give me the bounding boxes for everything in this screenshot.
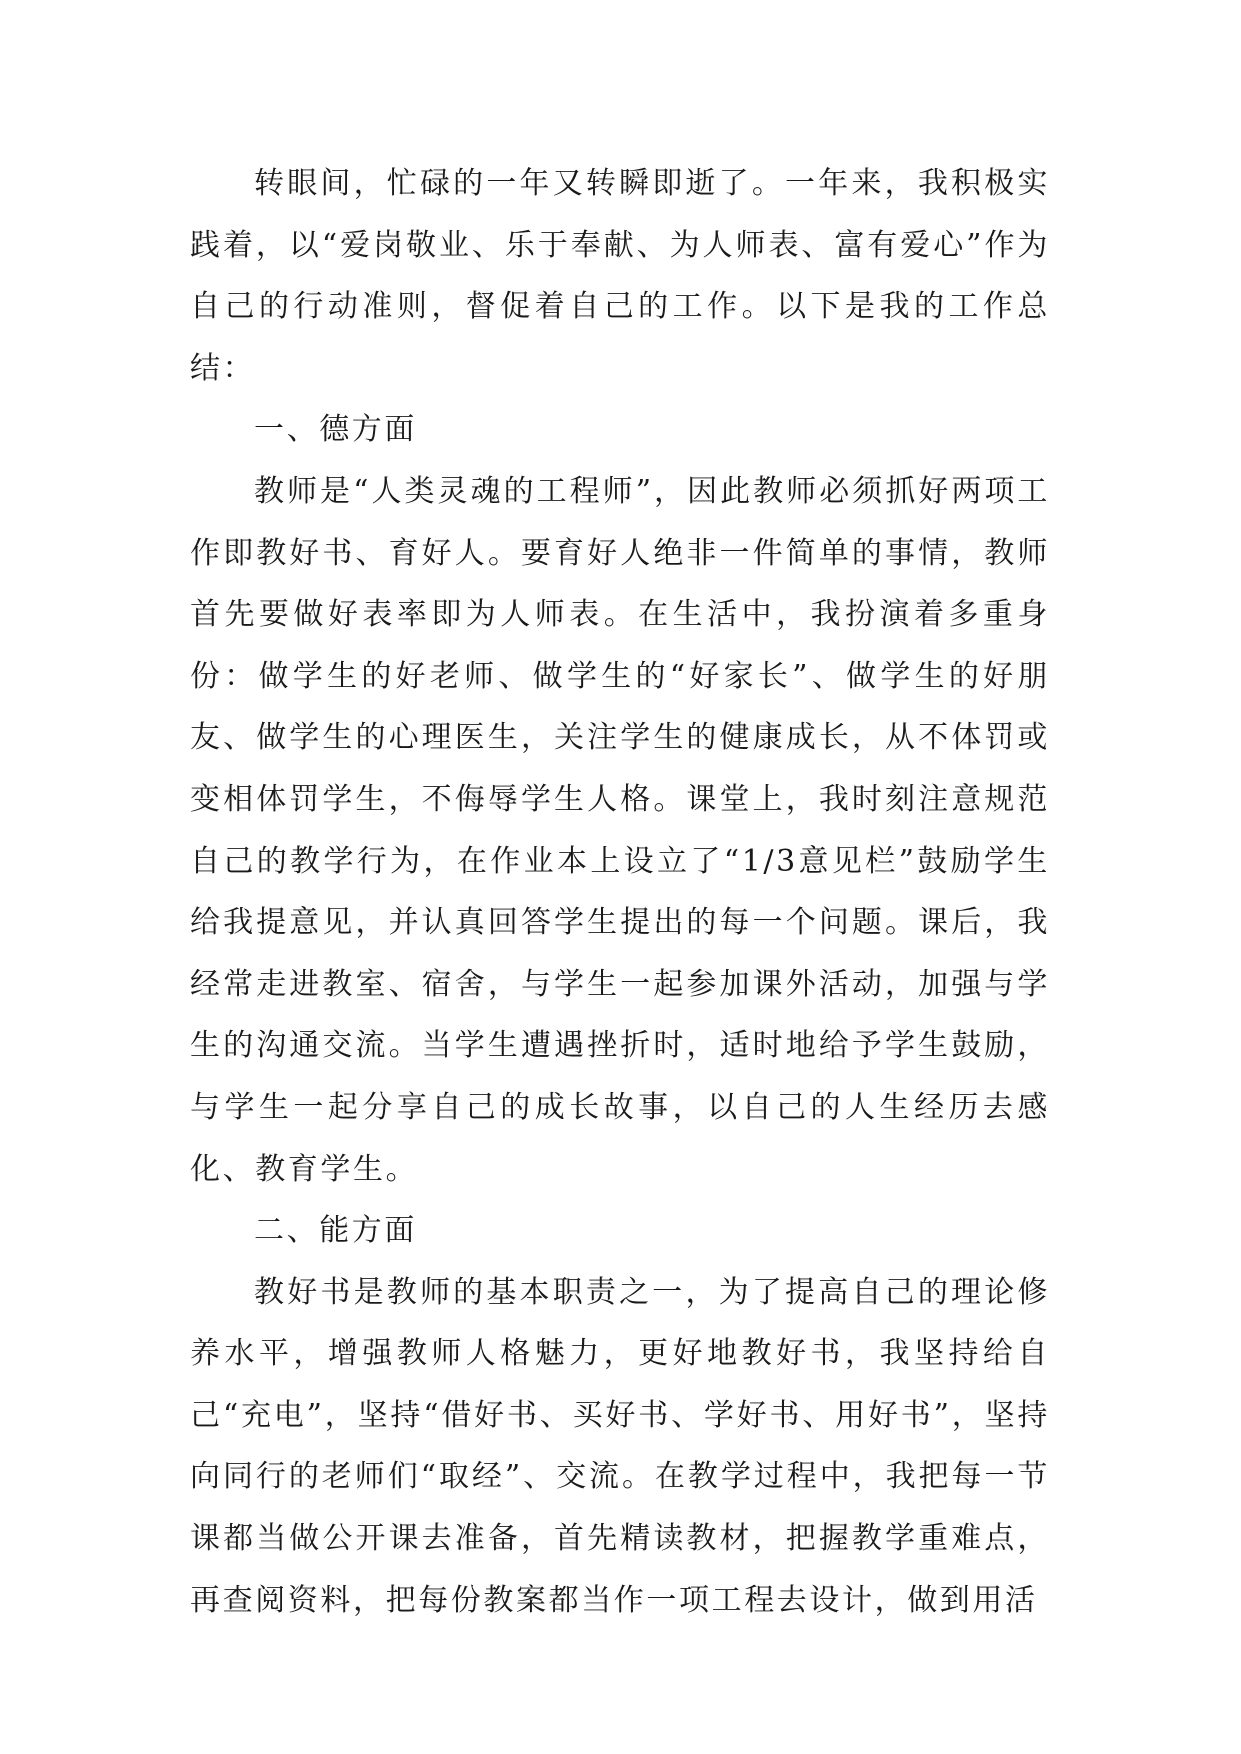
intro-paragraph: 转眼间，忙碌的一年又转瞬即逝了。一年来，我积极实践着，以“爱岗敬业、乐于奉献、为人师表、富有爱心”作为自己的行动准则，督促着自己的工作。以下是我的工作总结： bbox=[190, 166, 1050, 386]
section-heading-ability: 二、能方面 bbox=[254, 1213, 417, 1249]
morality-paragraph: 教师是“人类灵魂的工程师”，因此教师必须抓好两项工作即教好书、育好人。要育好人绝非一件简单的事情，教师首先要做好表率即为人师表。在生活中，我扮演着多重身份：做学生的好老师、做学生的“好家长”、做学生的好朋友、做学生的心理医生，关注学生的健康成长，从不体罚或变相体罚学生，不侮辱学生人格。课堂上，我时刻注意规范自己的教学行为，在作业本上设立了“1/3意见栏”鼓励学生给我提意见，并认真回答学生提出的每一个问题。课后，我经常走进教室、宿舍，与学生一起参加课外活动，加强与学生的沟通交流。当学生遭遇挫折时，适时地给予学生鼓励，与学生一起分享自己的成长故事，以自己的人生经历去感化、教育学生。 bbox=[190, 473, 1050, 1187]
ability-paragraph: 教好书是教师的基本职责之一，为了提高自己的理论修养水平，增强教师人格魅力，更好地教好书，我坚持给自己“充电”，坚持“借好书、买好书、学好书、用好书”，坚持向同行的老师们“取经”、交流。在教学过程中，我把每一节课都当做公开课去准备，首先精读教材，把握教学重难点，再查阅资料，把每份教案都当作一项工程去设计，做到用活 bbox=[190, 1274, 1050, 1618]
section-heading-morality: 一、德方面 bbox=[254, 412, 417, 448]
document-body bbox=[190, 153, 1050, 1631]
